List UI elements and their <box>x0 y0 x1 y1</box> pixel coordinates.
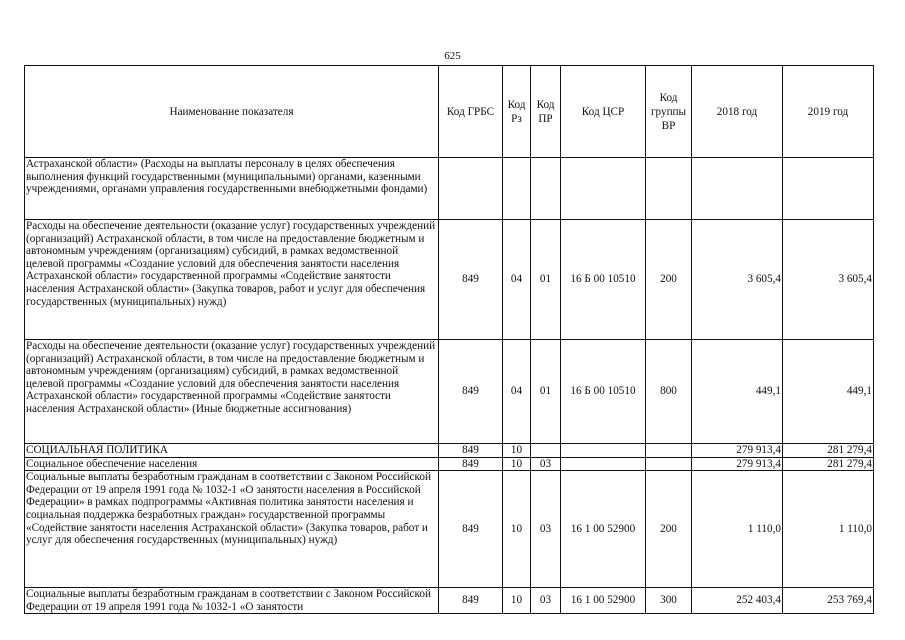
row-pr: 03 <box>531 588 561 614</box>
row-2019: 281 279,4 <box>783 444 874 458</box>
row-rz: 10 <box>503 471 531 588</box>
table-row <box>25 444 874 458</box>
budget-table <box>24 65 874 614</box>
row-vr: 200 <box>646 220 692 340</box>
table-row <box>25 471 874 588</box>
row-csr: 16 1 00 52900 <box>561 471 646 588</box>
row-pr: 01 <box>531 220 561 340</box>
table-row <box>25 340 874 444</box>
header-row <box>25 66 874 158</box>
row-pr: 03 <box>531 471 561 588</box>
header-grbs: Код ГРБС <box>439 66 503 158</box>
row-2019: 449,1 <box>783 340 874 444</box>
row-vr <box>646 457 692 471</box>
row-name: СОЦИАЛЬНАЯ ПОЛИТИКА <box>25 444 439 458</box>
row-2019: 281 279,4 <box>783 457 874 471</box>
row-name: Расходы на обеспечение деятельности (оказание услуг) государственных учреждений (организаций) Астраханской области, в том числе на предоставление бюджетным и автономным учреждениям (организациям) субсидий, в рамках ведомственной целевой программы «Создание условий для обеспечения занятости населения Астраханской области» государственной программы «Содействие занятости населения Астраханской области» (Иные бюджетные ассигнования) <box>25 340 439 444</box>
row-name: Социальное обеспечение населения <box>25 457 439 471</box>
row-csr <box>561 457 646 471</box>
table-row <box>25 457 874 471</box>
row-pr <box>531 158 561 220</box>
row-pr: 01 <box>531 340 561 444</box>
header-pr: Код ПР <box>531 66 561 158</box>
row-name: Социальные выплаты безработным гражданам в соответствии с Законом Российской Федерации от 19 апреля 1991 года № 1032-1 «О занятости населения в Российской Федерации» в рамках подпрограммы «Активная политика занятости населения и социальная поддержка безработных граждан» государственной программы «Содействие занятости населения Астраханской области» (Закупка товаров, работ и услуг для обеспечения государственных (муниципальных) нужд) <box>25 471 439 588</box>
row-2018: 252 403,4 <box>692 588 783 614</box>
row-vr <box>646 158 692 220</box>
table-row <box>25 588 874 614</box>
row-csr: 16 1 00 52900 <box>561 588 646 614</box>
row-pr <box>531 444 561 458</box>
row-csr: 16 Б 00 10510 <box>561 220 646 340</box>
row-rz: 04 <box>503 340 531 444</box>
row-grbs: 849 <box>439 340 503 444</box>
row-2018: 279 913,4 <box>692 444 783 458</box>
header-2018: 2018 год <box>692 66 783 158</box>
header-rz: Код Рз <box>503 66 531 158</box>
row-rz <box>503 158 531 220</box>
row-vr: 200 <box>646 471 692 588</box>
row-2018: 279 913,4 <box>692 457 783 471</box>
row-csr: 16 Б 00 10510 <box>561 340 646 444</box>
table-row <box>25 220 874 340</box>
row-csr <box>561 158 646 220</box>
row-2018: 3 605,4 <box>692 220 783 340</box>
row-rz: 10 <box>503 457 531 471</box>
row-pr: 03 <box>531 457 561 471</box>
row-rz: 10 <box>503 444 531 458</box>
page-number: 625 <box>444 50 461 62</box>
row-2019: 1 110,0 <box>783 471 874 588</box>
header-2019: 2019 год <box>783 66 874 158</box>
row-vr: 300 <box>646 588 692 614</box>
row-2019 <box>783 158 874 220</box>
row-vr: 800 <box>646 340 692 444</box>
header-name: Наименование показателя <box>25 66 439 158</box>
row-name: Социальные выплаты безработным гражданам в соответствии с Законом Российской Федерации от 19 апреля 1991 года № 1032-1 «О занятости <box>25 588 439 614</box>
row-csr <box>561 444 646 458</box>
row-vr <box>646 444 692 458</box>
table-row <box>25 158 874 220</box>
row-2018: 449,1 <box>692 340 783 444</box>
row-grbs: 849 <box>439 444 503 458</box>
header-vr: Код группы ВР <box>646 66 692 158</box>
row-name: Астраханской области» (Расходы на выплаты персоналу в целях обеспечения выполнения функций государственными (муниципальными) органами, казенными учреждениями, органами управления государственными внебюджетными фондами) <box>25 158 439 220</box>
row-grbs: 849 <box>439 220 503 340</box>
row-2019: 253 769,4 <box>783 588 874 614</box>
row-name: Расходы на обеспечение деятельности (оказание услуг) государственных учреждений (организаций) Астраханской области, в том числе на предоставление бюджетным и автономным учреждениям (организациям) субсидий, в рамках ведомственной целевой программы «Создание условий для обеспечения занятости населения Астраханской области» государственной программы «Содействие занятости населения Астраханской области» (Закупка товаров, работ и услуг для обеспечения государственных (муниципальных) нужд) <box>25 220 439 340</box>
row-grbs <box>439 158 503 220</box>
row-2018 <box>692 158 783 220</box>
row-grbs: 849 <box>439 588 503 614</box>
row-2018: 1 110,0 <box>692 471 783 588</box>
row-grbs: 849 <box>439 471 503 588</box>
row-rz: 10 <box>503 588 531 614</box>
row-2019: 3 605,4 <box>783 220 874 340</box>
row-grbs: 849 <box>439 457 503 471</box>
header-csr: Код ЦСР <box>561 66 646 158</box>
row-rz: 04 <box>503 220 531 340</box>
